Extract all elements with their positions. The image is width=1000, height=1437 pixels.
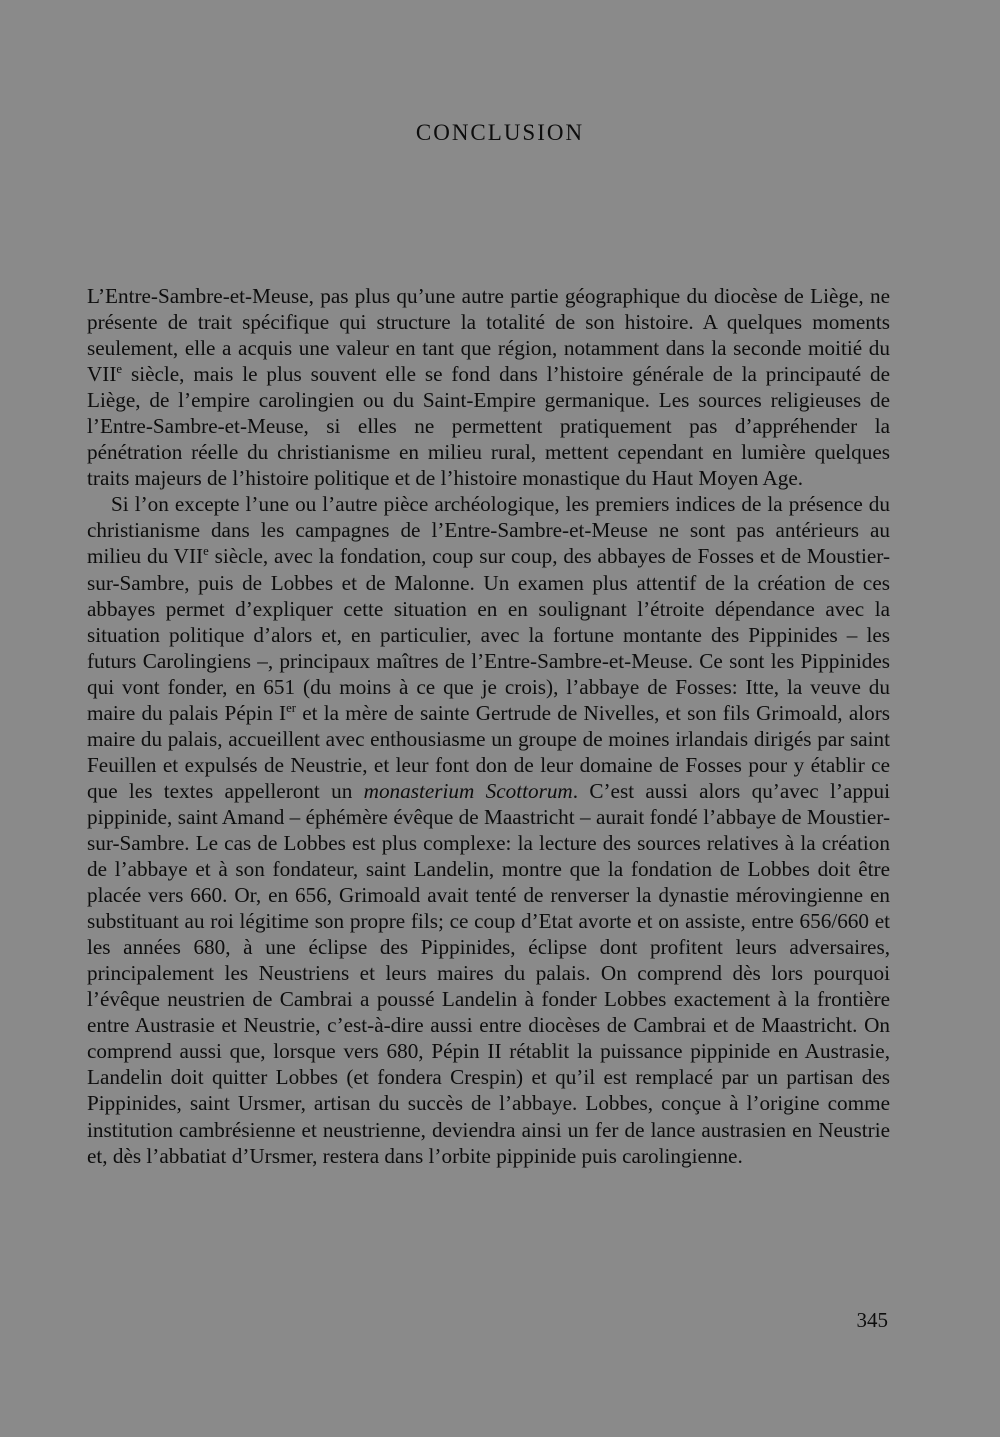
- text-run: . C’est aussi alors qu’avec l’appui pippinide, saint Amand – éphémère évêque de Maastricht – aurait fondé l’abbaye de Moustier-sur-Sambre. Le cas de Lobbes est plus complexe: la lecture des sources relatives à la création de l’abbaye et à son fondateur, saint Landelin, montre que la fondation de Lobbes doit être placée vers 660. Or, en 656, Grimoald avait tenté de renverser la dynastie mérovingienne en substituant au roi légitime son propre fils; ce coup d’Etat avorte et on assiste, entre 656/660 et les années 680, à une éclipse des Pippinides, éclipse dont profitent leurs adversaires, principalement les Neustriens et leurs maires du palais. On comprend dès lors pourquoi l’évêque neustrien de Cambrai a poussé Landelin à fonder Lobbes exactement à la frontière entre Austrasie et Neustrie, c’est-à-dire aussi entre diocèses de Cambrai et de Maastricht. On comprend aussi que, lorsque vers 680, Pépin II rétablit la puissance pippinide en Austrasie, Landelin doit quitter Lobbes (et fondera Crespin) et qu’il est remplacé par un partisan des Pippinides, saint Ursmer, artisan du succès de l’abbaye. Lobbes, conçue à l’origine comme institution cambrésienne et neustrienne, deviendra ainsi un fer de lance austrasien en Neustrie et, dès l’abbatiat d’Ursmer, restera dans l’orbite pippinide puis carolingienne.: [87, 778, 890, 1168]
- page-number: 345: [856, 1308, 888, 1332]
- text-run: Si l’on excepte l’une ou l’autre pièce archéologique, les premiers indices de la présence du christianisme dans les campagnes de l’Entre-Sambre-et-Meuse ne sont pas antérieurs au milieu du VII: [87, 492, 890, 569]
- superscript: e: [116, 362, 123, 377]
- superscript: er: [286, 700, 296, 715]
- body-text: [87, 283, 890, 1169]
- superscript: e: [203, 544, 209, 559]
- paragraph: [87, 283, 890, 491]
- italic-term: monasterium Scottorum: [363, 778, 573, 803]
- text-run: L’Entre-Sambre-et-Meuse, pas plus qu’une autre partie géographique du diocèse de Liège, ne présente de trait spécifique qui structure la totalité de son histoire. A quelques moments seulement, elle a acquis une valeur en tant que région, notamment dans la seconde moitié du VII: [87, 284, 890, 387]
- page-title: CONCLUSION: [415, 120, 585, 145]
- text-run: siècle, mais le plus souvent elle se fond dans l’histoire générale de la principauté de Liège, de l’empire carolingien ou du Saint-Empire germanique. Les sources religieuses de l’Entre-Sambre-et-Meuse, si elles ne permettent pratiquement pas d’appréhender la pénétration réelle du christianisme en milieu rural, mettent cependant en lumière quelques traits majeurs de l’histoire politique et de l’histoire monastique du Haut Moyen Age.: [87, 362, 890, 491]
- text-run: et la mère de sainte Gertrude de Nivelles, et son fils Grimoald, alors maire du palais, accueillent avec enthousiasme un groupe de moines irlandais dirigés par saint Feuillen et expulsés de Neustrie, et leur font don de leur domaine de Fosses pour y établir ce que les textes appelleront un: [87, 700, 891, 803]
- paragraph: [87, 491, 890, 1168]
- text-run: siècle, avec la fondation, coup sur coup, des abbayes de Fosses et de Moustier-sur-Sambre, puis de Lobbes et de Malonne. Un examen plus attentif de la création de ces abbayes permet d’expliquer cette situation en en soulignant l’étroite dépendance avec la situation politique d’alors et, en particulier, avec la fortune montante des Pippinides – les futurs Carolingiens –, principaux maîtres de l’Entre-Sambre-et-Meuse. Ce sont les Pippinides qui vont fonder, en 651 (du moins à ce que je crois), l’abbaye de Fosses: Itte, la veuve du maire du palais Pépin I: [87, 544, 890, 725]
